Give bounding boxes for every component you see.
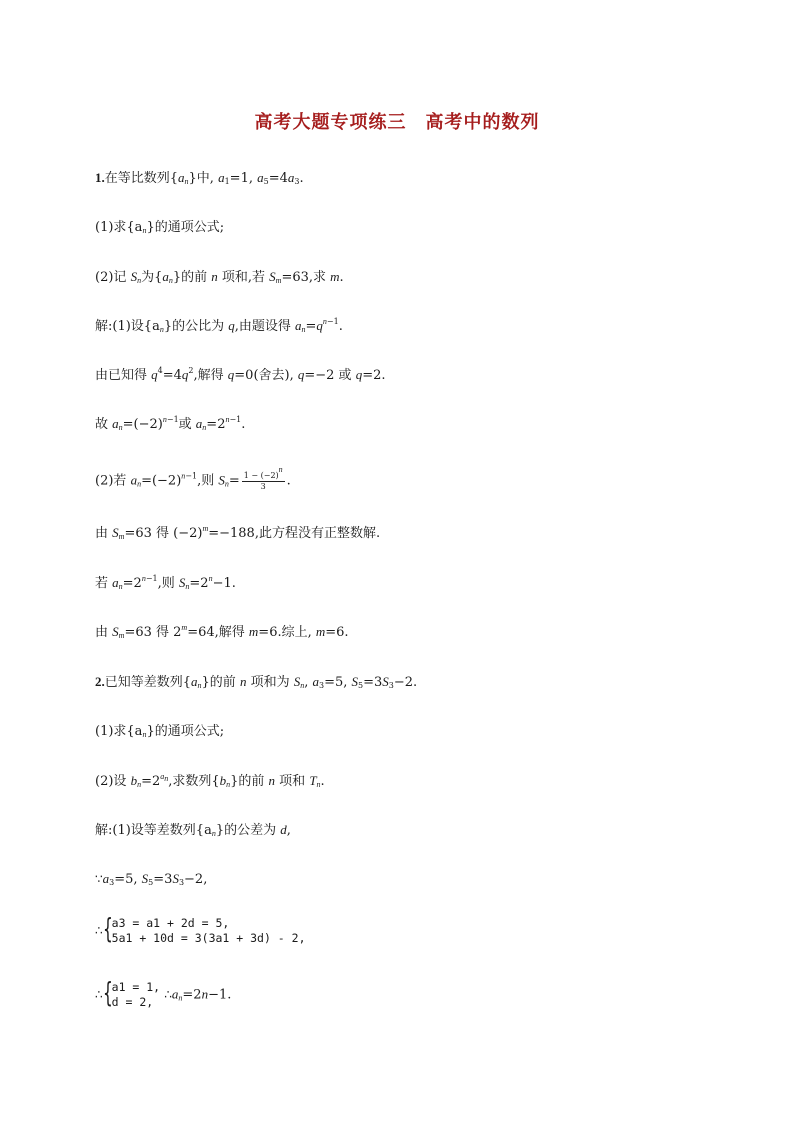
therefore-symbol: ∴ [95,987,103,1002]
sum-fraction: $\frac{1 - (-2)^n}{3}$ [243,465,283,491]
problem-2-number: 2. [95,674,105,689]
solution-1-line-4: (2)若 $a_n=(-2)^{n-1}$,则 $S_n=$ $\frac{1 - (-2)^n}{3}$ . [95,465,291,491]
system-2-equation-2: d = 2, [111,995,154,1009]
problem-2-statement: 2.已知等差数列$\{a_n\}$的前 n 项和为 $S_n$, $a_3=5$, $S_5=3S_3-2$. [95,674,418,690]
system-1-equation-1: a3 = a1 + 2d = 5, [111,916,230,930]
solution-1-line-7: 由 $S_m=63$ 得 $2^m=64$,解得 m=6.综上, m=6. [95,623,349,640]
problem-1-statement [95,170,304,187]
problem-2-part-1: (1)求$\{a_n\}$的通项公式; [95,724,225,739]
solution-2-line-2: $\because a_3=5$, $S_5=3S_3-2$, [95,871,208,887]
solution-1-line-5: 由 $S_m=63$ 得 $(-2)^m=-188$,此方程没有正整数解. [95,524,381,541]
problem-1-part-1: (1)求$\{a_n\}$的通项公式; [95,220,225,235]
solution-2-system-1: ∴ { a3 = a1 + 2d = 5, 5a1 + 10d = 3(3a1 + 3d) - 2, [95,912,306,945]
problem-1-number: 1. [95,170,105,185]
system-2-equation-1: a1 = 1, [111,980,161,994]
solution-1-line-2: 由已知得 $q^4=4q^2$,解得 q=0(舍去), q=−2 或 q=2. [95,366,386,383]
because-symbol: ∵ [95,872,103,886]
solution-1-line-3: 故 $a_n=(-2)^{n-1}$或 $a_n=2^{n-1}$. [95,415,246,432]
solution-2-system-2: ∴ { a1 = 1, d = 2, $\therefore a_n=2n-1$. [95,976,232,1009]
problem-1-text: 在等比数列$\{a_n\}$中, $a_1=1$, $a_5=4a_3$. [104,170,304,186]
solution-1-line-1: 解:(1)设$\{a_n\}$的公比为 q,由题设得 $a_n=q^{n-1}$. [95,317,343,334]
solution-2-line-1: 解:(1)设等差数列$\{a_n\}$的公差为 d, [95,822,291,838]
therefore-symbol: ∴ [95,923,103,938]
problem-1-part-2: (2)记 $S_n$为$\{a_n\}$的前 n 项和,若 $S_m=63$,求 m. [95,269,344,285]
system-1-equation-2: 5a1 + 10d = 3(3a1 + 3d) - 2, [111,931,306,945]
problem-2-part-2: (2)设 $b_n=2^{a_n}$,求数列$\{b_n\}$的前 n 项和 $T_n$. [95,772,325,789]
page-title: 高考大题专项练三 高考中的数列 [254,112,540,133]
therefore-symbol: ∴ [164,987,172,1002]
solution-1-line-6: 若 $a_n=2^{n-1}$,则 $S_n=2^n-1$. [95,574,236,591]
